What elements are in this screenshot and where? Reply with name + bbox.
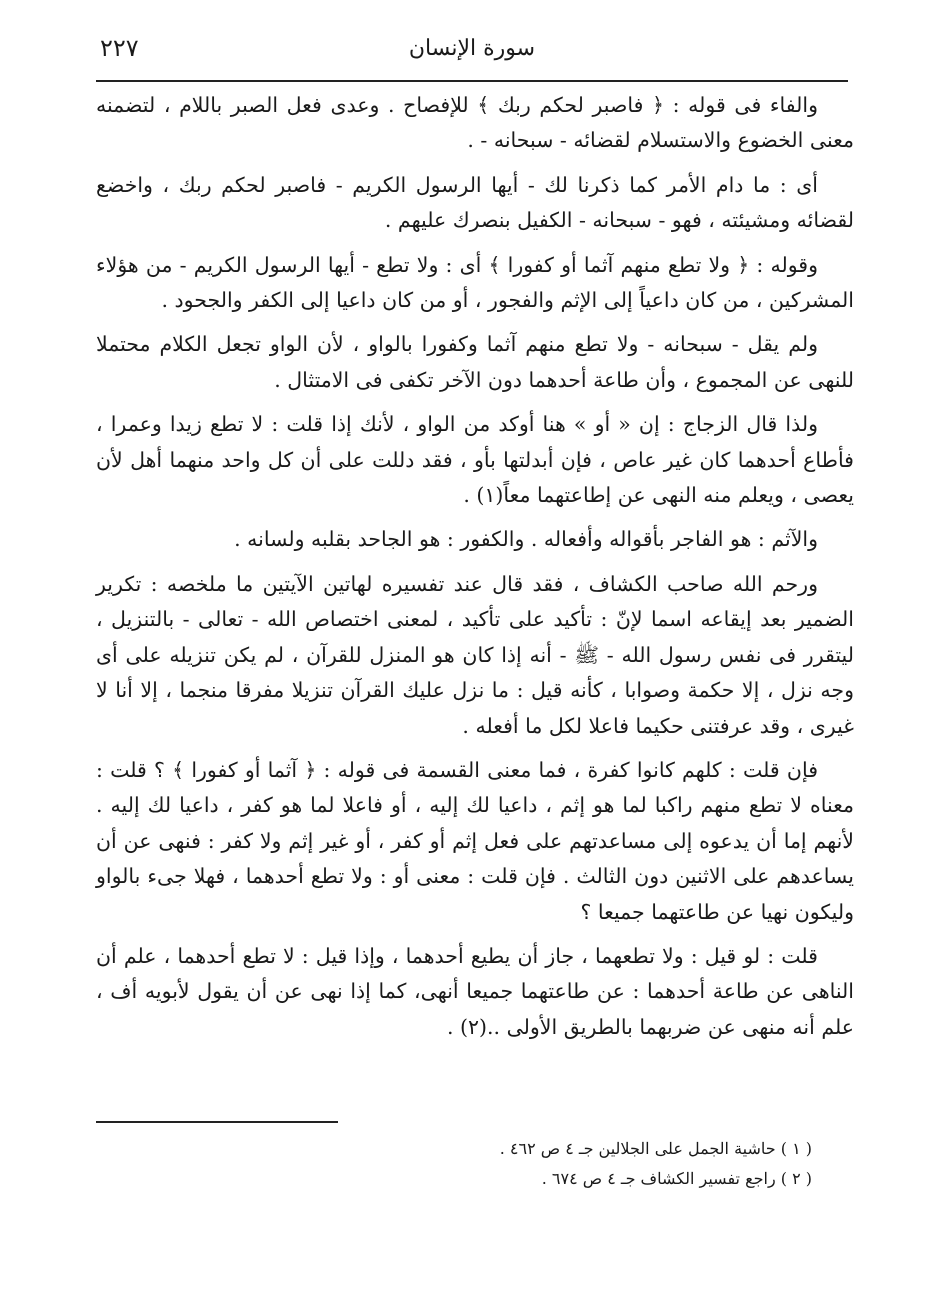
paragraph: أى : ما دام الأمر كما ذكرنا لك - أيها الرسول الكريم - فاصبر لحكم ربك ، واخضع لقضائه ومشيئته ، فهو - سبحانه - الكفيل بنصرك عليهم .	[96, 172, 854, 233]
paragraph: قلت : لو قيل : ولا تطعهما ، جاز أن يطيع أحدهما ، وإذا قيل : لا تطع أحدهما ، علم أن الناهى عن طاعة أحدهما : عن طاعتهما جميعا أنهى، كما إذا نهى عن أن يقول لأبويه أف ، علم أنه منهى عن ضربهما بالطريق الأولى ..(٢) .	[96, 943, 854, 1039]
paragraph: ولم يقل - سبحانه - ولا تطع منهم آثما وكفورا بالواو ، لأن الواو تجعل الكلام محتملا للنهى عن المجموع ، وأن طاعة أحدهما دون الآخر تكفى فى الامتثال .	[96, 332, 854, 392]
paragraph: والفاء فى قوله : ﴿ فاصبر لحكم ربك ﴾ للإفصاح . وعدى فعل الصبر باللام ، لتضمنه معنى الخضوع والاستسلام لقضائه - سبحانه - .	[96, 93, 854, 153]
paragraph: وقوله : ﴿ ولا تطع منهم آثما أو كفورا ﴾ أى : ولا تطع - أيها الرسول الكريم - من هؤلاء المشركين ، من كان داعياً إلى الإثم والفجور ، أو من كان داعيا إلى الكفر والجحود .	[96, 252, 854, 313]
footnote: ( ٢ ) راجع تفسير الكشاف جـ ٤ ص ٦٧٤ .	[541, 1169, 812, 1188]
body-text	[96, 88, 854, 1054]
paragraph: ورحم الله صاحب الكشاف ، فقد قال عند تفسيره لهاتين الآيتين ما ملخصه : تكرير الضمير بعد إيقاعه اسما لإنّ : تأكيد على تأكيد ، لمعنى اختصاص الله - تعالى - بالتنزيل ، ليتقرر فى نفس رسول الله - ﷺ - أنه إذا كان هو المنزل للقرآن ، لم يكن تنزيله على أى وجه نزل ، إلا حكمة وصوابا ، كأنه قيل : ما نزل عليك القرآن تنزيلا مفرقا منجما ، إلا أنا لا غيرى ، وقد عرفتنى حكيما فاعلا لكل ما أفعله .	[96, 571, 854, 738]
paragraph: ولذا قال الزجاج : إن « أو » هنا أوكد من الواو ، لأنك إذا قلت : لا تطع زيدا وعمرا ، فأطاع أحدهما كان غير عاص ، فإن أبدلتها بأو ، فقد دللت على أن كل واحد منهما أهل لأن يعصى ، ويعلم منه النهى عن إطاعتهما معاً(١) .	[96, 412, 854, 508]
paragraph: والآثم : هو الفاجر بأقواله وأفعاله . والكفور : هو الجاحد بقلبه ولسانه .	[234, 527, 818, 552]
paragraph: فإن قلت : كلهم كانوا كفرة ، فما معنى القسمة فى قوله : ﴿ آثما أو كفورا ﴾ ؟ قلت : معناه لا تطع منهم راكبا لما هو إثم ، داعيا لك إليه ، أو فاعلا لما هو كفر ، داعيا لك إليه . لأنهم إما أن يدعوه إلى مساعدتهم على فعل إثم أو كفر ، أو غير إثم ولا كفر : فنهى عن أن يساعدهم على الاثنين دون الثالث . فإن قلت : معنى أو : ولا تطع أحدهما ، فهلا جىء بالواو وليكون نهيا عن طاعتهما جميعا ؟	[96, 757, 854, 924]
footnotes	[500, 1134, 812, 1194]
page-header	[96, 28, 848, 82]
page-title: سورة الإنسان	[408, 36, 536, 61]
footnote-separator	[96, 1121, 338, 1123]
page-number: ٢٢٧	[100, 34, 139, 62]
footnote: ( ١ ) حاشية الجمل على الجلالين جـ ٤ ص ٤٦٢ .	[499, 1139, 812, 1158]
